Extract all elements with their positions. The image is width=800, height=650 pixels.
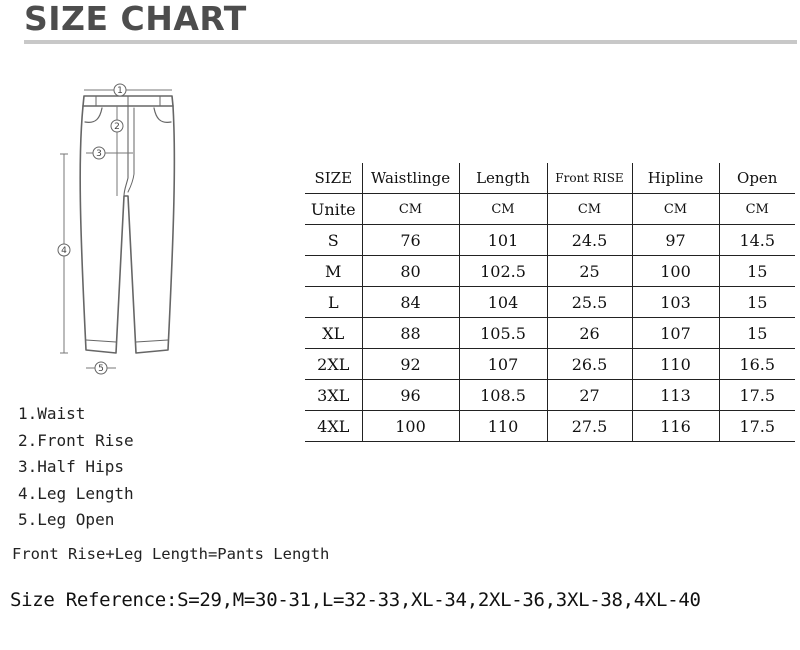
legend-item: 4.Leg Length <box>18 483 134 503</box>
value-cell: 110 <box>459 411 547 442</box>
diagram-marker-2: 2 <box>114 122 120 132</box>
diagram-marker-4: 4 <box>61 246 67 256</box>
unit-cell: CM <box>719 194 795 225</box>
table-row <box>305 318 795 349</box>
value-cell: 107 <box>632 318 719 349</box>
unit-cell: CM <box>547 194 632 225</box>
value-cell: 15 <box>719 256 795 287</box>
value-cell: 102.5 <box>459 256 547 287</box>
legend-item: 5.Leg Open <box>18 510 115 529</box>
size-cell: M <box>305 256 362 287</box>
value-cell: 104 <box>459 287 547 318</box>
value-cell: 84 <box>362 287 459 318</box>
legend-item: 3.Half Hips <box>18 457 124 476</box>
value-cell: 80 <box>362 256 459 287</box>
unit-cell: CM <box>632 194 719 225</box>
value-cell: 88 <box>362 318 459 349</box>
unit-cell: CM <box>362 194 459 225</box>
header-size: SIZE <box>305 163 362 194</box>
value-cell: 27.5 <box>547 411 632 442</box>
value-cell: 27 <box>547 380 632 411</box>
header-length: Length <box>459 163 547 194</box>
value-cell: 16.5 <box>719 349 795 380</box>
value-cell: 25.5 <box>547 287 632 318</box>
value-cell: 107 <box>459 349 547 380</box>
size-cell: 3XL <box>305 380 362 411</box>
value-cell: 100 <box>632 256 719 287</box>
value-cell: 116 <box>632 411 719 442</box>
title-divider <box>24 40 797 44</box>
value-cell: 97 <box>632 225 719 256</box>
value-cell: 15 <box>719 287 795 318</box>
diagram-marker-5: 5 <box>98 364 104 374</box>
table-row <box>305 287 795 318</box>
value-cell: 76 <box>362 225 459 256</box>
value-cell: 26 <box>547 318 632 349</box>
value-cell: 108.5 <box>459 380 547 411</box>
value-cell: 92 <box>362 349 459 380</box>
table-row <box>305 225 795 256</box>
table-row <box>305 380 795 411</box>
pants-diagram-icon <box>40 78 200 378</box>
header-hipline: Hipline <box>632 163 719 194</box>
value-cell: 100 <box>362 411 459 442</box>
value-cell: 17.5 <box>719 380 795 411</box>
value-cell: 15 <box>719 318 795 349</box>
table-unit-row <box>305 194 795 225</box>
pants-length-formula: Front Rise+Leg Length=Pants Length <box>12 545 330 563</box>
unit-cell: CM <box>459 194 547 225</box>
legend-item: 2.Front Rise <box>18 430 134 450</box>
value-cell: 96 <box>362 380 459 411</box>
value-cell: 105.5 <box>459 318 547 349</box>
size-cell: L <box>305 287 362 318</box>
value-cell: 110 <box>632 349 719 380</box>
value-cell: 17.5 <box>719 411 795 442</box>
size-cell: 4XL <box>305 411 362 442</box>
value-cell: 25 <box>547 256 632 287</box>
table-header-row <box>305 163 795 194</box>
value-cell: 24.5 <box>547 225 632 256</box>
measurement-legend <box>18 401 134 534</box>
size-cell: 2XL <box>305 349 362 380</box>
value-cell: 113 <box>632 380 719 411</box>
page-title: SIZE CHART <box>24 0 247 38</box>
value-cell: 26.5 <box>547 349 632 380</box>
header-open: Open <box>719 163 795 194</box>
table-row <box>305 256 795 287</box>
size-table <box>305 163 795 442</box>
value-cell: 101 <box>459 225 547 256</box>
unit-label: Unite <box>305 194 362 225</box>
table-row <box>305 349 795 380</box>
header-waist: Waistlinge <box>362 163 459 194</box>
legend-item: 1.Waist <box>18 404 86 423</box>
size-cell: XL <box>305 318 362 349</box>
size-cell: S <box>305 225 362 256</box>
table-row <box>305 411 795 442</box>
diagram-marker-1: 1 <box>117 86 123 96</box>
value-cell: 103 <box>632 287 719 318</box>
header-front-rise: Front RISE <box>547 163 632 194</box>
size-reference: Size Reference:S=29,M=30-31,L=32-33,XL-34,2XL-36,3XL-38,4XL-40 <box>10 589 701 611</box>
value-cell: 14.5 <box>719 225 795 256</box>
diagram-marker-3: 3 <box>96 149 102 159</box>
